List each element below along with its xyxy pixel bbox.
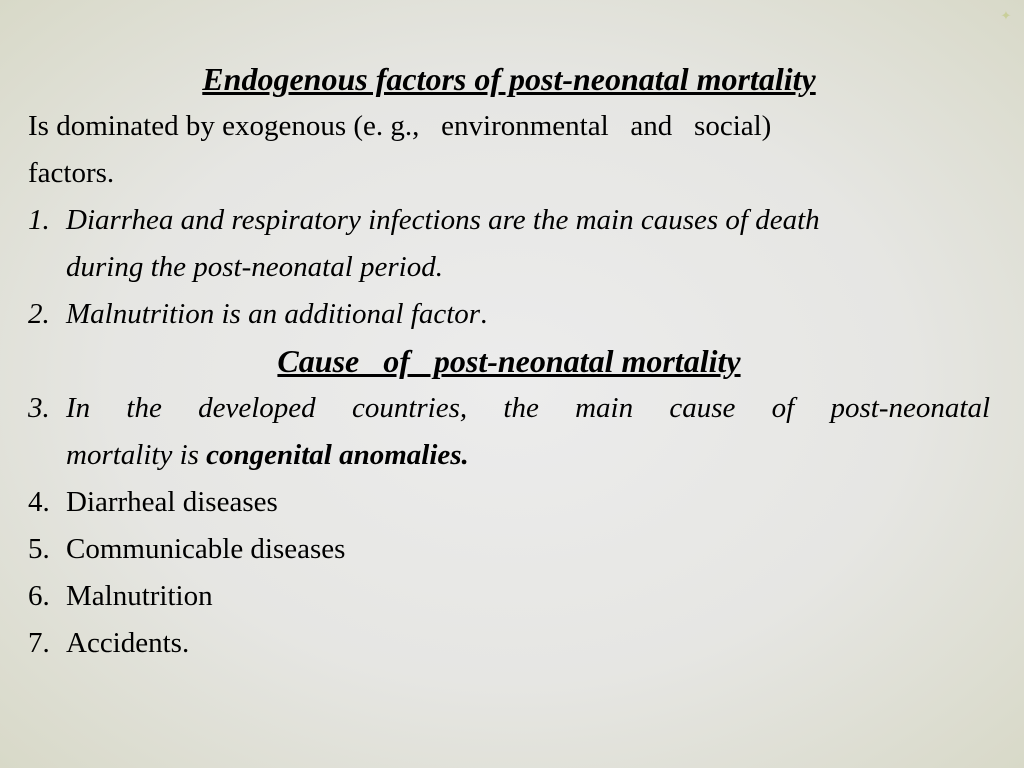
list-item-3-emphasis: congenital anomalies. (206, 439, 469, 471)
list-item-6 (28, 573, 990, 620)
list-item-text (66, 385, 990, 479)
list-item-2-period: . (480, 298, 488, 330)
list-item-number: 2. (28, 298, 50, 330)
heading-cause: Cause of post-neonatal mortality (277, 343, 741, 379)
list-item-number: 5. (28, 533, 50, 565)
list-item-3-line-1: In the developed countries, the main cause of post-neonatal (66, 392, 990, 424)
list-item-3 (28, 385, 990, 479)
list-item-text: Diarrheal diseases (66, 486, 278, 518)
list-item-text (66, 291, 990, 338)
list-item-3-line-2 (66, 432, 990, 479)
intro-line-2: factors. (28, 157, 115, 189)
list-item-2-text: Malnutrition is an additional factor (66, 298, 481, 330)
list-item-number: 3. (28, 392, 50, 424)
list-item-number: 7. (28, 627, 50, 659)
list-item-4 (28, 479, 990, 526)
list-item-2 (28, 291, 990, 338)
list-item-3-line-2-text: mortality is (66, 439, 207, 471)
slide-content (28, 56, 990, 667)
intro-line-1: Is dominated by exogenous (e. g., environmental and social) (28, 110, 772, 142)
list-item-text: Malnutrition (66, 580, 213, 612)
list-item-text: Communicable diseases (66, 533, 346, 565)
intro-paragraph (28, 103, 990, 197)
list-item-number: 1. (28, 204, 50, 236)
list-item-text (66, 197, 990, 291)
list-item-1 (28, 197, 990, 291)
list-item-7 (28, 620, 990, 667)
list-item-1-line-1: Diarrhea and respiratory infections are the main causes of death (66, 204, 820, 236)
four-point-star-icon: ✦ (1000, 8, 1012, 23)
heading-endogenous-factors: Endogenous factors of post-neonatal mortality (202, 61, 816, 97)
list-item-5 (28, 526, 990, 573)
list-item-number: 4. (28, 486, 50, 518)
list-item-text: Accidents. (66, 627, 190, 659)
list-item-number: 6. (28, 580, 50, 612)
list-item-1-line-2: during the post-neonatal period. (66, 251, 443, 283)
